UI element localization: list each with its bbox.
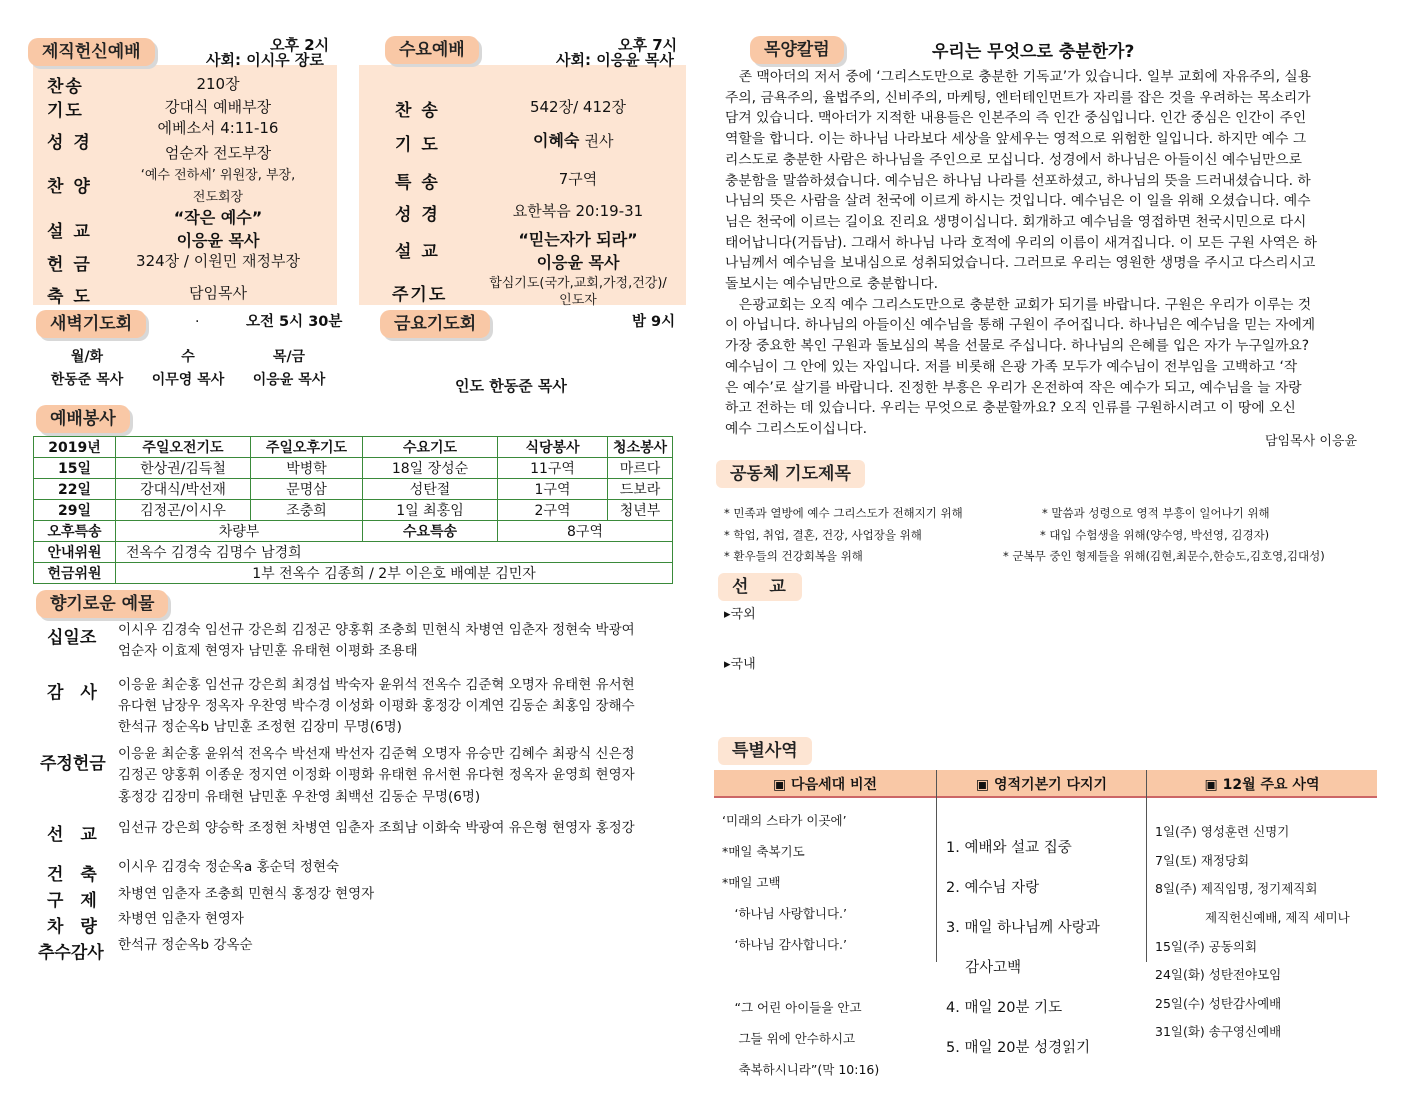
sunday-offering: 324장 / 이원민 재정부장	[136, 252, 300, 270]
mission-abroad: ▸국외	[724, 607, 756, 622]
wed-prayer-label: 기 도	[395, 135, 440, 155]
offering-line: 이응윤 최순홍 윤위석 전옥수 박선재 박선자 김준혁 오명자 유승만 김혜수 최광식 신은정	[118, 746, 635, 762]
special-header-2: ▣ 영적기본기 다지기	[936, 770, 1146, 798]
column-line: 예수님이 그 안에 있는 자입니다. 저를 비롯해 은광 가족 모두가 예수님이 전부임을 고백하고 ‘작	[725, 358, 1298, 375]
special-c1-line: 그들 위에 안수하시고	[722, 1031, 856, 1046]
special-c1-line: *매일 축복기도	[722, 843, 805, 859]
wed-prayer	[533, 128, 613, 151]
table-cell: 드보라	[608, 479, 673, 500]
special-c2-line: 2. 예수님 자랑	[946, 880, 1040, 896]
sunday-hymn-label: 찬송	[47, 77, 84, 97]
sunday-choir-label: 찬 양	[47, 177, 92, 197]
offering-line: 이시우 김경숙 정순옥a 홍순덕 정현숙	[118, 859, 340, 875]
offering-label: 구 제	[47, 891, 97, 911]
offering-line: 이시우 김경숙 임선규 강은희 김정곤 양홍휘 조충희 민현식 차병연 임춘자 정현숙 박광여	[118, 622, 635, 638]
column-line: 역할을 합니다. 이는 하나님 나라보다 세상을 앞세우는 영적으로 위험한 일입니다. 하지만 예수 그	[725, 131, 1307, 148]
special-c3-line: 15일(주) 공동의회	[1155, 938, 1258, 954]
column-line: 나님의 뜻은 사람을 살려 천국에 이르게 하시는 것입니다. 예수님은 이 일을 위해 오셨습니다. 예수	[725, 193, 1311, 210]
offerings-title: 향기로운 예물	[36, 590, 168, 618]
sunday-time: 오후 2시	[270, 36, 330, 54]
table-cell: 성탄절	[363, 479, 498, 500]
offering-line: 차병연 임춘자 현영자	[118, 911, 244, 927]
wed-main-prayer-1: 합심기도(국가,교회,가정,건강)/	[489, 276, 667, 291]
column-line: 이 아닙니다. 하나님의 아들이신 예수님을 통해 구원이 주어집니다. 하나님은 예수님을 믿는 자에게	[725, 317, 1316, 334]
offering-label: 주정헌금	[40, 754, 106, 774]
special-c1-line	[722, 968, 879, 985]
mission-domestic: ▸국내	[724, 657, 756, 672]
wednesday-host: 사회: 이응윤 목사	[556, 51, 674, 69]
sunday-scripture: 에베소서 4:11-16	[157, 119, 279, 137]
column-line: 은 예수’로 살기를 바랍니다. 진정한 부흥은 우리가 온전하여 작은 예수가 되고, 예수님을 늘 자랑	[725, 379, 1302, 396]
friday-leader: 인도 한동준 목사	[455, 377, 567, 395]
table-cell: 차량부	[116, 521, 363, 542]
wed-scripture-label: 성 경	[395, 205, 440, 225]
sunday-hymn: 210장	[196, 75, 240, 93]
prayer-item: * 군복무 중인 형제들을 위해(김현,최문수,한승도,김호영,김대성)	[1003, 549, 1325, 563]
wed-sermon-pastor: 이응윤 목사	[536, 253, 620, 272]
table-cell: 1구역	[498, 479, 608, 500]
special-col-3	[1155, 811, 1350, 1054]
service-header: 식당봉사	[498, 437, 608, 458]
offering-line: 한석규 정순옥b 남민훈 조정현 김장미 무명(6명)	[118, 719, 402, 735]
offering-line: 이응윤 최순홍 임선규 강은희 최경섭 박숙자 윤위석 전옥수 김준혁 오명자 유태현 유서현	[118, 677, 635, 693]
dawn-day-1: 월/화	[70, 349, 104, 365]
special-c1-line: 축복하시니라”(막 10:16)	[722, 1062, 880, 1077]
wed-main-prayer-2: 인도자	[559, 293, 597, 308]
offering-line: 홍정강 김장미 유태현 남민훈 우찬영 최백선 김동순 무명(6명)	[118, 789, 481, 805]
table-cell: 청년부	[608, 500, 673, 521]
sunday-choir-2: ‘예수 전하세’ 위원장, 부장,	[140, 168, 296, 183]
table-row	[34, 500, 673, 521]
wed-special: 7구역	[558, 170, 598, 188]
table-cell: 18일 장성순	[363, 458, 498, 479]
sunday-sermon-title: “작은 예수”	[173, 208, 263, 227]
special-c3-line: 제직헌신예배, 제직 세미나	[1155, 910, 1350, 926]
table-cell: 김정곤/이시우	[116, 500, 251, 521]
column-line: 님은 천국에 이르는 길이요 진리요 생명이십니다. 회개하고 예수님을 영접하면 천국시민으로 다시	[725, 213, 1307, 230]
dawn-leader-1: 한동준 목사	[50, 372, 124, 388]
column-tag: 목양칼럼	[750, 36, 844, 64]
service-title: 예배봉사	[36, 405, 130, 433]
sunday-blessing: 담임목사	[189, 284, 247, 302]
sunday-choir-3: 전도회장	[192, 190, 244, 205]
prayer-item: * 환우들의 건강회복을 위해	[724, 549, 863, 563]
column-line: 리스도로 충분한 사람은 하나님을 주인으로 모십니다. 성경에서 하나님은 아들이신 예수님만으로	[725, 151, 1302, 168]
prayer-item: * 말씀과 성령으로 영적 부흥이 일어나기 위해	[1042, 506, 1270, 520]
column-line: 충분함을 말씀하셨습니다. 예수님은 하나님 나라를 선포하셨고, 하나님의 뜻을 드러내셨습니다. 하	[725, 172, 1311, 189]
special-c1-line: ‘미래의 스타가 이곳에’	[722, 812, 847, 828]
special-c2-line: 5. 매일 20분 성경읽기	[946, 1040, 1091, 1056]
prayer-item: * 민족과 열방에 예수 그리스도가 전해지기 위해	[724, 506, 963, 520]
service-header-row	[34, 437, 673, 458]
table-cell: 마르다	[608, 458, 673, 479]
column-author: 담임목사 이응윤	[1265, 434, 1358, 449]
column-body	[725, 67, 1365, 440]
offering-label: 건 축	[47, 865, 97, 885]
wed-scripture: 요한복음 20:19-31	[512, 202, 644, 220]
dawn-leader-2: 이무영 목사	[151, 372, 225, 388]
service-table	[33, 436, 673, 584]
table-row	[34, 521, 673, 542]
wed-sermon-title: “믿는자가 되라”	[518, 230, 638, 249]
special-divider-2	[1146, 770, 1147, 962]
wed-sermon-label: 설 교	[395, 242, 440, 262]
wed-prayer-name: 이혜숙	[533, 131, 580, 150]
table-cell: 1일 최홍임	[363, 500, 498, 521]
column-line: 하고 전하는 데 있습니다. 우리는 무엇으로 충분할까요? 오직 인류를 구원하시려고 이 땅에 오신	[725, 400, 1296, 417]
special-c3-line: 8일(주) 제직임명, 정기제직회	[1155, 881, 1318, 897]
wed-prayer-role: 권사	[584, 132, 614, 150]
table-cell: 전옥수 김경숙 김명수 남경희	[116, 542, 673, 563]
table-cell: 1부 전옥수 김종희 / 2부 이은호 배예분 김민자	[116, 563, 673, 584]
table-row	[34, 563, 673, 584]
special-c1-line: “그 어린 아이들을 안고	[722, 1000, 862, 1015]
table-cell: 수요특송	[363, 521, 498, 542]
special-c2-line: 4. 매일 20분 기도	[946, 1000, 1063, 1016]
wed-main-prayer-label: 주기도	[392, 285, 448, 305]
offering-line: 한석규 정순옥b 강옥순	[118, 937, 253, 953]
wednesday-time: 오후 7시	[618, 36, 678, 54]
offering-line: 김정곤 양홍휘 이종운 정지연 이정화 이평화 유태현 유서현 유다현 정옥자 윤영희 현영자	[118, 767, 635, 783]
sunday-sermon-pastor: 이응윤 목사	[176, 231, 260, 250]
prayer-item: * 학업, 취업, 결혼, 건강, 사업장을 위해	[724, 528, 922, 542]
sunday-choir-1: 엄순자 전도부장	[164, 144, 272, 162]
table-row	[34, 458, 673, 479]
special-c1-line: ‘하나님 사랑합니다.’	[722, 905, 847, 921]
special-divider-1	[936, 770, 937, 962]
sunday-prayer-label: 기도	[47, 101, 84, 121]
table-cell: 11구역	[498, 458, 608, 479]
offering-label: 차 량	[47, 917, 97, 937]
sunday-blessing-label: 축 도	[47, 287, 92, 307]
column-line: 존 맥아더의 저서 중에 ‘그리스도만으로 충분한 기독교’가 있습니다. 일부 교회에 자유주의, 실용	[725, 69, 1312, 85]
column-line: 나님께서 예수님을 보내심으로 성취되었습니다. 그러므로 우리는 영원한 생명을 주시고 다스리시고	[725, 255, 1316, 272]
special-col-1	[722, 797, 879, 1093]
sunday-scripture-label: 성 경	[47, 133, 92, 153]
column-line: 돌보시는 예수님만으로 충분합니다.	[725, 276, 939, 293]
table-row	[34, 542, 673, 563]
prayer-item: * 대입 수험생을 위해(양수영, 박선영, 김경자)	[1040, 528, 1270, 542]
column-line: 은광교회는 오직 예수 그리스도만으로 충분한 교회가 되기를 바랍니다. 구원은 우리가 이루는 것	[725, 296, 1312, 313]
service-header: 2019년	[34, 437, 116, 458]
table-cell: 조충희	[251, 500, 363, 521]
special-c2-line: 3. 매일 하나님께 사랑과	[946, 920, 1100, 936]
table-cell: 오후특송	[34, 521, 116, 542]
friday-title: 금요기도회	[380, 310, 490, 338]
table-cell: 29일	[34, 500, 116, 521]
special-c1-line: *매일 고백	[722, 874, 781, 890]
wed-special-label: 특 송	[395, 173, 440, 193]
table-cell: 헌금위원	[34, 563, 116, 584]
sunday-title: 제직헌신예배	[28, 38, 155, 66]
wed-hymn: 542장/ 412장	[529, 98, 627, 116]
offering-label: 추수감사	[38, 943, 104, 963]
dawn-day-3: 목/금	[272, 349, 306, 365]
table-cell: 15일	[34, 458, 116, 479]
offering-line: 차병연 임춘자 조충희 민현식 홍정강 현영자	[118, 886, 375, 902]
friday-time: 밤 9시	[632, 314, 676, 330]
service-header: 주일오후기도	[251, 437, 363, 458]
column-line: 태어납니다(거듭남). 그래서 하나님 나라 호적에 우리의 이름이 새겨집니다. 이 모든 구원 사역은 하	[725, 234, 1317, 251]
special-title: 특별사역	[718, 737, 812, 765]
table-cell: 안내위원	[34, 542, 116, 563]
table-row	[34, 479, 673, 500]
service-header: 주일오전기도	[116, 437, 251, 458]
sunday-offering-label: 헌 금	[47, 255, 92, 275]
table-cell: 22일	[34, 479, 116, 500]
dawn-time: 오전 5시 30분	[246, 314, 343, 330]
prayer-title: 공동체 기도제목	[716, 460, 865, 488]
special-c3-line: 1일(주) 영성훈련 신명기	[1155, 824, 1290, 840]
special-c2-line: 1. 예배와 설교 집중	[946, 840, 1072, 856]
offering-label: 십일조	[47, 628, 97, 648]
special-c1-line: ‘하나님 감사합니다.’	[722, 936, 847, 952]
sunday-host: 사회: 이시우 장로	[206, 51, 324, 69]
special-c3-line: 24일(화) 성탄전야모임	[1155, 967, 1282, 983]
table-cell: 문명삼	[251, 479, 363, 500]
wednesday-title: 수요예배	[385, 36, 479, 64]
dawn-title: 새벽기도회	[36, 310, 146, 338]
special-header-3: ▣ 12월 주요 사역	[1146, 770, 1377, 798]
column-title: 우리는 무엇으로 충분한가?	[932, 42, 1135, 62]
dawn-day-2: 수	[181, 349, 195, 365]
column-line: 가장 중요한 복인 구원과 돌보심의 복을 선물로 주십니다. 하나님의 은혜를 입은 자가 누구일까요?	[725, 338, 1310, 355]
mission-title: 선 교	[718, 573, 802, 601]
dawn-leader-3: 이응윤 목사	[252, 372, 326, 388]
table-cell: 강대식/박선재	[116, 479, 251, 500]
special-c3-line: 7일(토) 재정당회	[1155, 852, 1250, 868]
special-c2-line: 감사고백	[946, 960, 1022, 976]
service-header: 수요기도	[363, 437, 498, 458]
wed-hymn-label: 찬 송	[395, 101, 440, 121]
special-c3-line: 25일(수) 성탄감사예배	[1155, 995, 1282, 1011]
offering-line: 임선규 강은희 양승학 조정현 차병연 임춘자 조희남 이화숙 박광여 유은형 현영자 홍정강	[118, 820, 635, 836]
table-cell: 2구역	[498, 500, 608, 521]
offering-label: 선 교	[47, 825, 97, 845]
dawn-dot: ·	[195, 314, 200, 330]
table-cell: 8구역	[498, 521, 673, 542]
column-line: 주의, 금욕주의, 율법주의, 신비주의, 마케팅, 엔터테인먼트가 자리를 잡은 것을 우려하는 목소리가	[725, 89, 1311, 106]
special-col-2	[946, 818, 1100, 1078]
table-cell: 박병학	[251, 458, 363, 479]
offering-label: 감 사	[47, 683, 97, 703]
table-cell: 한상권/김득철	[116, 458, 251, 479]
offering-line: 유다현 남장우 정옥자 우찬영 박수경 이성화 이평화 홍정강 이계연 김동순 최홍임 장해수	[118, 698, 635, 714]
column-line: 담겨 있습니다. 맥아더가 지적한 내용들은 인본주의 즉 인간 중심입니다. 인간 중심은 인간이 주인	[725, 110, 1307, 127]
sunday-sermon-label: 설 교	[47, 222, 92, 242]
special-c3-line: 31일(화) 송구영신예배	[1155, 1024, 1282, 1040]
column-line: 예수 그리스도이십니다.	[725, 420, 868, 437]
sunday-prayer: 강대식 예배부장	[164, 98, 272, 116]
offering-line: 엄순자 이효제 현영자 남민훈 유태현 이평화 조용태	[118, 643, 418, 659]
service-header: 청소봉사	[608, 437, 673, 458]
special-header-1: ▣ 다음세대 비전	[714, 770, 936, 798]
